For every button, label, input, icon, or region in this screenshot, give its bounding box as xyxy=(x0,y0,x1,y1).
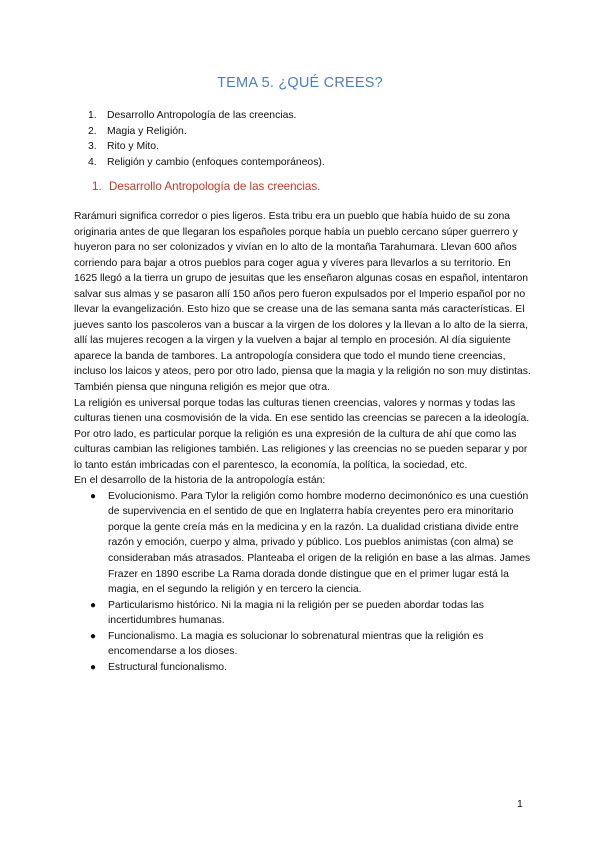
list-item xyxy=(90,629,532,660)
table-of-contents xyxy=(88,108,325,170)
page-number: 1 xyxy=(517,798,523,810)
list-item xyxy=(90,489,532,598)
toc-item xyxy=(88,108,325,124)
paragraph-religion-universal: La religión es universal porque todas las culturas tienen creencias, valores y normas y todas las culturas tienen una cosmovisión de la vida. En ese sentido las creencias se parecen a la ideología. Por otro lado, es particular porque la religión es una expresión de la cultura de ahí que como las culturas cambian las religiones también. Las religiones y las creencias no se pueden separar y por lo tanto están imbricadas con el parentesco, la economía, la política, la sociedad, etc. xyxy=(74,397,530,471)
section-title: Desarrollo Antropología de las creencias. xyxy=(109,180,321,193)
body-text xyxy=(74,209,532,675)
bullet-marker: ● xyxy=(90,661,97,673)
toc-item-text: Religión y cambio (enfoques contemporáneos). xyxy=(107,156,325,168)
list-item-text: Funcionalismo. La magia es solucionar lo sobrenatural mientras que la religión es encomendarse a los dioses. xyxy=(108,630,484,658)
bullet-list xyxy=(74,489,532,676)
toc-item-number: 1. xyxy=(88,110,97,121)
page-title: TEMA 5. ¿QUÉ CREES? xyxy=(217,75,383,91)
list-item-text: Particularismo histórico. Ni la magia ni la religión per se pueden abordar todas las incertidumbres humanas. xyxy=(108,599,484,627)
list-item-text: Evolucionismo. Para Tylor la religión como hombre moderno decimonónico es una cuestión de supervivencia en el sentido de que en Inglaterra había creyentes pero era minoritario porque la gente creía más en la medicina y en la razón. La dualidad cristiana divide entre razón y emoción, cuerpo y alma, privado y público. Los pueblos animistas (con alma) se consideraban más atrasados. Planteaba el origen de la religión en base a las almas. James Frazer en 1890 escribe La Rama dorada donde distingue que en el primer lugar está la magia, en el segundo la religión y en tercero la ciencia. xyxy=(108,490,531,596)
toc-item-text: Desarrollo Antropología de las creencias. xyxy=(107,110,297,121)
toc-item xyxy=(88,155,325,171)
bullet-marker: ● xyxy=(90,630,97,642)
list-item xyxy=(90,598,532,629)
bullet-marker: ● xyxy=(90,599,97,611)
bullet-marker: ● xyxy=(90,490,97,502)
toc-item xyxy=(88,139,325,155)
paragraph-history-intro: En el desarrollo de la historia de la antropología están: xyxy=(74,475,326,487)
toc-item-number: 2. xyxy=(88,125,97,137)
section-number: 1. xyxy=(92,180,102,193)
toc-item-number: 4. xyxy=(88,156,97,168)
list-item-text: Estructural funcionalismo. xyxy=(108,661,227,673)
list-item xyxy=(90,660,532,676)
toc-item xyxy=(88,124,325,140)
section-heading xyxy=(92,180,320,193)
toc-item-number: 3. xyxy=(88,141,97,153)
toc-item-text: Rito y Mito. xyxy=(107,141,159,153)
toc-item-text: Magia y Religión. xyxy=(107,125,187,137)
paragraph-raramuri: Rarámuri significa corredor o pies ligeros. Esta tribu era un pueblo que había huido de su zona originaria antes de que llegaran los españoles porque había un pueblo cercano súper guerrero y huyeron para no ser colonizados y vivían en lo alto de la montaña Tarahumara. Llevan 600 años corriendo para bajar a otros pueblos para coger agua y víveres para llevarlos a su territorio. En 1625 llegó a la tierra un grupo de jesuitas que les enseñaron algunas cosas en español, intentaron salvar sus almas y se pasaron allí 150 años pero fueron expulsados por el Imperio español por no llevar la evangelización. Esto hizo que se crease una de las semana santa más características. El jueves santo los pascoleros van a buscar a la virgen de los dolores y la llevan a lo alto de la sierra, allí las mujeres recogen a la virgen y la vuelven a bajar al templo en procesión. Al día siguiente aparece la banda de tambores. La antropología considera que todo el mundo tiene creencias, incluso los laicos y ateos, pero por otro lado, piensa que la magia y la religión no son muy distintas. También piensa que ninguna religión es mejor que otra. xyxy=(74,211,531,394)
